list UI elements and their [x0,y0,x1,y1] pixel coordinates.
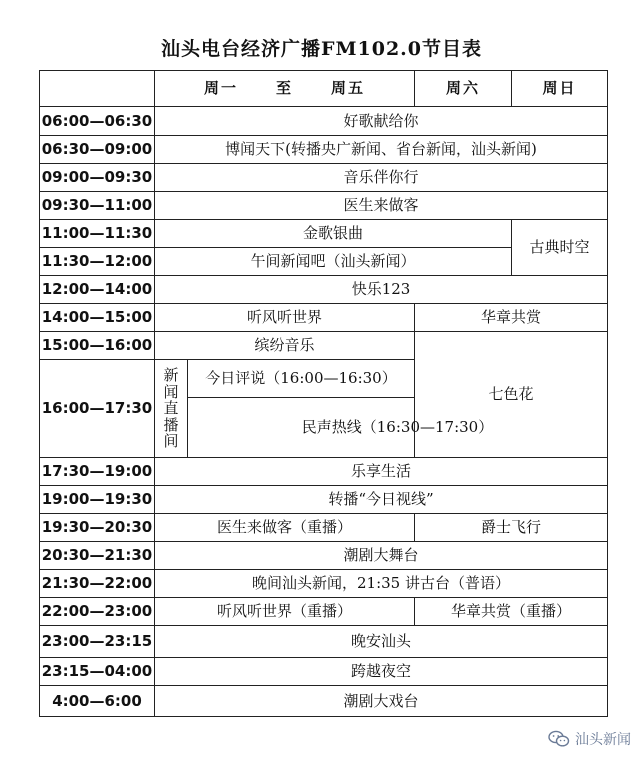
weekend-qisehua-cell: 七色花 [415,332,608,458]
weekend-cell: 爵士飞行 [415,514,608,542]
sunday-classic-cell: 古典时空 [512,220,608,276]
table-row [40,658,608,686]
table-row [40,136,608,164]
news-studio-char: 播 [163,415,179,434]
time-cell: 14:00—15:00 [40,304,155,332]
table-row [40,626,608,658]
table-row [40,332,608,360]
header-weekday-to: 周五 [331,79,366,98]
program-cell-hotline: 民声热线（16:30—17:30） [188,398,608,458]
program-cell: 跨越夜空 [155,658,608,686]
news-studio-char: 直 [163,399,179,418]
header-weekdays [155,71,415,107]
header-saturday: 周六 [415,71,512,107]
time-cell: 19:00—19:30 [40,486,155,514]
table-row [40,276,608,304]
table-row [40,220,608,248]
time-cell: 19:30—20:30 [40,514,155,542]
program-cell: 听风听世界 [155,304,415,332]
time-cell: 23:00—23:15 [40,626,155,658]
wechat-icon [548,730,570,748]
header-row [40,71,608,107]
header-sunday: 周日 [512,71,608,107]
time-cell: 15:00—16:00 [40,332,155,360]
time-cell: 4:00—6:00 [40,686,155,717]
table-row [40,164,608,192]
table-row [40,598,608,626]
program-cell: 午间新闻吧（汕头新闻） [155,248,512,276]
table-row [40,514,608,542]
table-row [40,458,608,486]
program-cell: 转播“今日视线” [155,486,608,514]
time-cell: 12:00—14:00 [40,276,155,304]
time-cell: 06:00—06:30 [40,107,155,136]
program-cell: 金歌银曲 [155,220,512,248]
program-cell: 晚安汕头 [155,626,608,658]
time-cell: 20:30—21:30 [40,542,155,570]
watermark-text: 汕头新闻 [575,732,631,748]
time-cell: 09:00—09:30 [40,164,155,192]
weekend-cell: 华章共赏 [415,304,608,332]
table-row [40,570,608,598]
time-cell: 22:00—23:00 [40,598,155,626]
table-row [40,686,608,717]
time-cell: 23:15—04:00 [40,658,155,686]
time-cell: 11:30—12:00 [40,248,155,276]
news-studio-char: 间 [163,432,179,451]
table-row [40,192,608,220]
news-studio-label [155,360,188,458]
header-time-blank [40,71,155,107]
weekend-cell: 华章共赏（重播） [415,598,608,626]
table-row [40,542,608,570]
program-cell: 好歌献给你 [155,107,608,136]
program-cell: 乐享生活 [155,458,608,486]
time-cell: 09:30—11:00 [40,192,155,220]
program-cell: 缤纷音乐 [155,332,415,360]
program-cell: 潮剧大戏台 [155,686,608,717]
time-cell: 06:30—09:00 [40,136,155,164]
page-title: 汕头电台经济广播FM102.0节目表 [160,38,483,60]
time-cell: 11:00—11:30 [40,220,155,248]
news-studio-char: 新 [163,366,179,385]
header-weekday-from: 周一 [203,79,238,98]
watermark [548,729,631,749]
table-row [40,107,608,136]
program-cell: 听风听世界（重播） [155,598,415,626]
news-studio-char: 闻 [163,382,179,401]
program-cell: 音乐伴你行 [155,164,608,192]
program-cell: 医生来做客（重播） [155,514,415,542]
program-cell: 博闻天下(转播央广新闻、省台新闻，汕头新闻) [155,136,608,164]
time-cell: 17:30—19:00 [40,458,155,486]
program-cell: 医生来做客 [155,192,608,220]
time-cell: 16:00—17:30 [40,360,155,458]
table-row [40,304,608,332]
table-row [40,486,608,514]
program-cell-commentary: 今日评说（16:00—16:30） [188,360,415,398]
program-cell: 晚间汕头新闻，21:35 讲古台（普语） [155,570,608,598]
header-weekday-to-word: 至 [276,79,294,98]
program-cell: 快乐123 [155,276,608,304]
program-cell: 潮剧大舞台 [155,542,608,570]
schedule-table [39,70,608,717]
time-cell: 21:30—22:00 [40,570,155,598]
